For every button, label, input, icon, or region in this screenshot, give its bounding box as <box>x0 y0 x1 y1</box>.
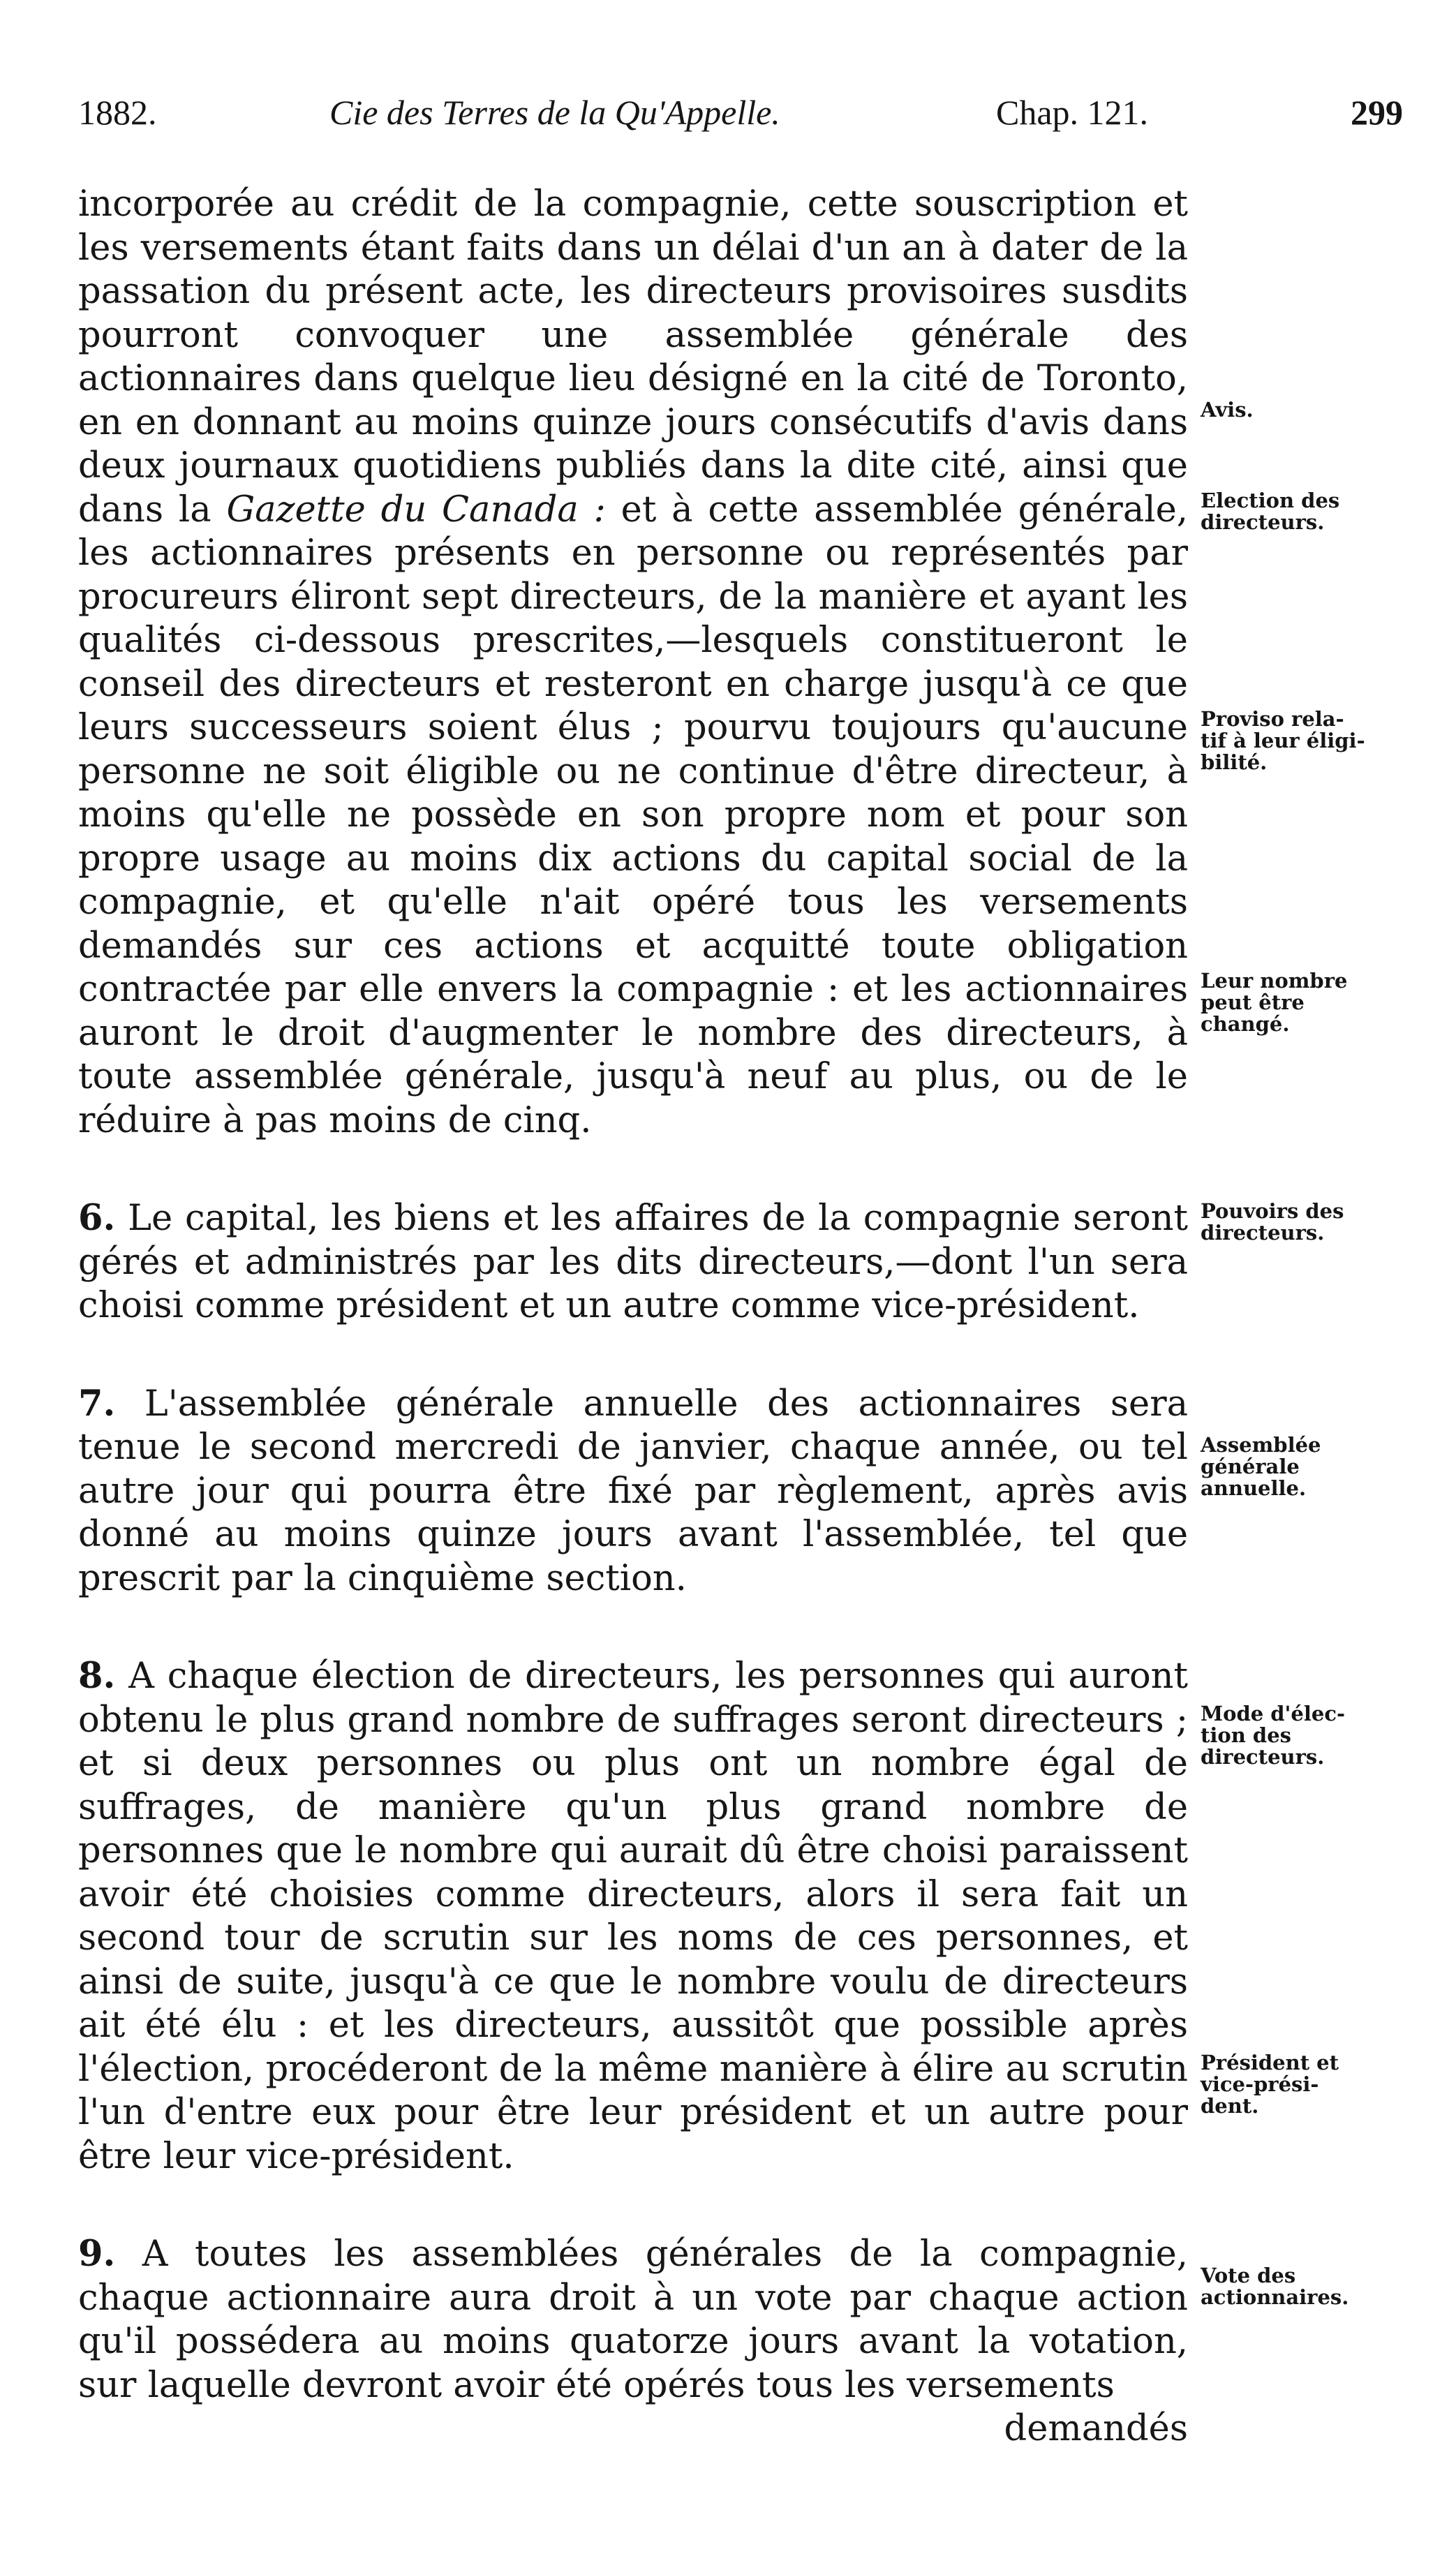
margin-note-avis <box>1201 399 1403 421</box>
section-6 <box>78 1196 1188 1328</box>
header-title: Cie des Terres de la Qu'Appelle. <box>329 93 780 132</box>
margin-note-line: actionnaires. <box>1201 2285 1349 2309</box>
section-7 <box>78 1382 1188 1601</box>
text-segment: A chaque élection de directeurs, les personnes qui auront obtenu le plus grand nombre de suffrages seront directeurs ; et si deux personnes ou plus ont un nombre égal de suffrages, de manière qu'un plus grand nombre de personnes que le nombre qui aurait dû être choisi paraissent avoir été choisies comme directeurs, alors il sera fait un second tour de scrutin sur les noms de ces personnes, et ainsi de suite, jusqu'à ce que le nombre voulu de directeurs ait été élu : et les directeurs, aussitôt que possible après l'élection, procéderont de la même manière à élire au scrutin l'un d'entre eux pour être leur président et un autre pour être leur vice-président. <box>78 1656 1188 2177</box>
margin-note-line: générale <box>1201 1455 1300 1478</box>
margin-note-line: Avis. <box>1201 398 1254 422</box>
margin-note-election-directeurs <box>1201 490 1403 533</box>
margin-note-president <box>1201 2052 1403 2117</box>
margin-note-line: Vote des <box>1201 2264 1296 2287</box>
body-text <box>78 183 1188 2451</box>
text-segment: incorporée au crédit de la compagnie, cette souscription et les versements étant faits dans un délai d'un an à dater de la passation du présent acte, les directeurs provisoires susdits pourront convoquer une assemblée générale des actionnaires dans quelque lieu désigné en la cité de Toronto, en en donnant au moins quinze jours consécutifs d'avis dans deux journaux quotidiens publiés dans la dite cité, ainsi que dans la <box>78 184 1188 530</box>
text-segment-italic: Gazette du Canada : <box>226 489 606 530</box>
margin-note-line: Mode d'élec- <box>1201 1702 1346 1725</box>
margin-note-line: Leur nombre <box>1201 969 1348 993</box>
margin-note-line: changé. <box>1201 1012 1290 1036</box>
margin-note-line: tion des <box>1201 1723 1291 1747</box>
header-year: 1882. <box>78 93 157 132</box>
margin-note-line: tif à leur éligi- <box>1201 729 1365 752</box>
margin-note-line: bilité. <box>1201 750 1268 774</box>
paragraph-continuation <box>78 183 1188 1143</box>
text-segment: A toutes les assemblées générales de la compagnie, chaque actionnaire aura droit à un vote par chaque action qu'il possédera au moins quatorze jours avant la votation, sur laquelle devront avoir été opérés tous les versements <box>78 2234 1188 2406</box>
section-number: 9. <box>78 2233 116 2275</box>
margin-note-vote <box>1201 2265 1403 2308</box>
text-segment: L'assemblée générale annuelle des actionnaires sera tenue le second mercredi de janvier, chaque année, ou tel autre jour qui pourra être fixé par règlement, après avis donné au moins quinze jours avant l'assemblée, tel que prescrit par la cinquième section. <box>78 1383 1188 1599</box>
margin-note-line: Election des <box>1201 489 1340 512</box>
margin-note-proviso <box>1201 708 1403 773</box>
catchword: demandés <box>1004 2408 1188 2449</box>
margin-note-line: Proviso rela- <box>1201 707 1344 731</box>
header-chapter: Chap. 121. <box>996 93 1149 132</box>
section-number: 6. <box>78 1197 116 1239</box>
running-header <box>78 92 1403 141</box>
margin-note-line: Assemblée <box>1201 1433 1321 1457</box>
margin-note-line: vice-prési- <box>1201 2072 1319 2096</box>
margin-note-line: annuelle. <box>1201 1476 1307 1500</box>
text-segment: et à cette assemblée générale, les actionnaires présents en personne ou représentés par procureurs éliront sept directeurs, de la manière et ayant les qualités ci-dessous prescrites,—lesquels constitueront le conseil des directeurs et resteront en charge jusqu'à ce que leurs successeurs soient élus ; pourvu toujours qu'aucune personne ne soit éligible ou ne continue d'être directeur, à moins qu'elle ne possède en son propre nom et pour son propre usage au moins dix actions du capital social de la compagnie, et qu'elle n'ait opéré tous les versements demandés sur ces actions et acquitté toute obligation contractée par elle envers la compagnie : et les actionnaires auront le droit d'augmenter le nombre des directeurs, à toute assemblée générale, jusqu'à neuf au plus, ou de le réduire à pas moins de cinq. <box>78 489 1188 1141</box>
margin-note-line: peut être <box>1201 990 1305 1014</box>
margin-note-line: dent. <box>1201 2094 1259 2118</box>
margin-note-assemblee-annuelle <box>1201 1434 1403 1499</box>
margin-note-pouvoirs <box>1201 1201 1403 1244</box>
margin-note-line: Pouvoirs des <box>1201 1199 1344 1223</box>
section-number: 7. <box>78 1382 116 1425</box>
text-segment: Le capital, les biens et les affaires de la compagnie seront gérés et administrés par les dits directeurs,—dont l'un sera choisi comme président et un autre comme vice-président. <box>78 1198 1188 1326</box>
margin-note-line: Président et <box>1201 2051 1339 2074</box>
margin-note-line: directeurs. <box>1201 1221 1325 1245</box>
margin-note-leur-nombre <box>1201 970 1403 1035</box>
margin-note-mode-election <box>1201 1703 1403 1768</box>
margin-note-line: directeurs. <box>1201 510 1325 534</box>
section-8 <box>78 1654 1188 2178</box>
margin-note-line: directeurs. <box>1201 1745 1325 1769</box>
section-9 <box>78 2232 1188 2407</box>
page-number: 299 <box>1351 93 1403 132</box>
section-number: 8. <box>78 1655 116 1697</box>
